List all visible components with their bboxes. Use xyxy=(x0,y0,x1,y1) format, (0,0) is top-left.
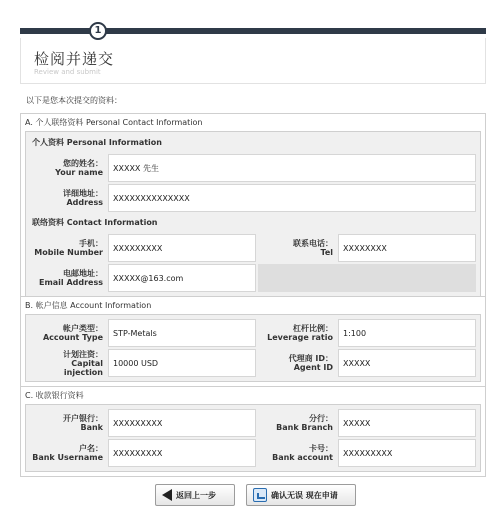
agent-id-value: XXXXX xyxy=(338,349,476,377)
empty-cell xyxy=(258,264,476,292)
name-value: XXXXX 先生 xyxy=(108,154,476,182)
personal-info-table xyxy=(28,152,478,214)
leverage-label: 杠杆比例： Leverage ratio xyxy=(258,319,336,347)
leverage-value: 1:100 xyxy=(338,319,476,347)
step-indicator: 1 xyxy=(89,22,107,40)
phone-row xyxy=(30,234,476,262)
bank-info-table xyxy=(28,407,478,469)
section-b-panel xyxy=(25,314,481,382)
bank-username-label: 户名： Bank Username xyxy=(30,439,106,467)
bank-account-label: 卡号： Bank account xyxy=(258,439,336,467)
bank-account-row xyxy=(30,439,476,467)
submit-form-icon xyxy=(253,488,267,502)
contact-info-subhead: 联络资料 Contact Information xyxy=(28,214,478,232)
bank-value: XXXXXXXXX xyxy=(108,409,256,437)
capital-value: 10000 USD xyxy=(108,349,256,377)
section-account-info xyxy=(20,296,486,387)
email-row xyxy=(30,264,476,292)
tel-value: XXXXXXXX xyxy=(338,234,476,262)
name-row xyxy=(30,154,476,182)
agent-id-label: 代理商 ID： Agent ID xyxy=(258,349,336,377)
bank-label: 开户银行： Bank xyxy=(30,409,106,437)
mobile-label: 手机： Mobile Number xyxy=(30,234,106,262)
personal-info-subhead: 个人资料 Personal Information xyxy=(28,134,478,152)
account-type-row xyxy=(30,319,476,347)
bank-account-value: XXXXXXXXX xyxy=(338,439,476,467)
section-c-heading: C. 收款银行资料 xyxy=(25,391,84,400)
page-title: 检阅并递交 xyxy=(34,50,115,68)
section-personal-contact xyxy=(20,113,486,302)
bank-branch-label: 分行： Bank Branch xyxy=(258,409,336,437)
back-button-label: 返回上一步 xyxy=(176,490,216,500)
address-row xyxy=(30,184,476,212)
mobile-value: XXXXXXXXX xyxy=(108,234,256,262)
left-arrow-icon xyxy=(162,489,172,501)
bank-row xyxy=(30,409,476,437)
address-label: 详细地址： Address xyxy=(30,184,106,212)
name-label: 您的姓名： Your name xyxy=(30,154,106,182)
section-a-heading: A. 个人联络资料 Personal Contact Information xyxy=(25,118,203,127)
capital-row xyxy=(30,349,476,377)
submit-button[interactable] xyxy=(246,484,356,506)
back-button[interactable] xyxy=(155,484,235,506)
section-bank-info xyxy=(20,386,486,477)
email-value: XXXXX@163.com xyxy=(108,264,256,292)
section-b-heading: B. 帐户信息 Account Information xyxy=(25,301,152,310)
account-type-label: 帐户类型： Account Type xyxy=(30,319,106,347)
page-subtitle: Review and submit xyxy=(34,68,101,76)
section-c-panel xyxy=(25,404,481,472)
tel-label: 联系电话： Tel xyxy=(258,234,336,262)
bank-username-value: XXXXXXXXX xyxy=(108,439,256,467)
bank-branch-value: XXXXX xyxy=(338,409,476,437)
address-value: XXXXXXXXXXXXXX xyxy=(108,184,476,212)
contact-info-table xyxy=(28,232,478,294)
page-header xyxy=(20,38,486,84)
section-a-panel xyxy=(25,131,481,297)
account-type-value: STP-Metals xyxy=(108,319,256,347)
account-info-table xyxy=(28,317,478,379)
email-label: 电邮地址： Email Address xyxy=(30,264,106,292)
capital-label: 计划注资： Capital injection xyxy=(30,349,106,377)
submit-button-label: 确认无误 现在申请 xyxy=(271,490,338,500)
intro-text: 以下是您本次提交的资料： xyxy=(26,96,122,105)
